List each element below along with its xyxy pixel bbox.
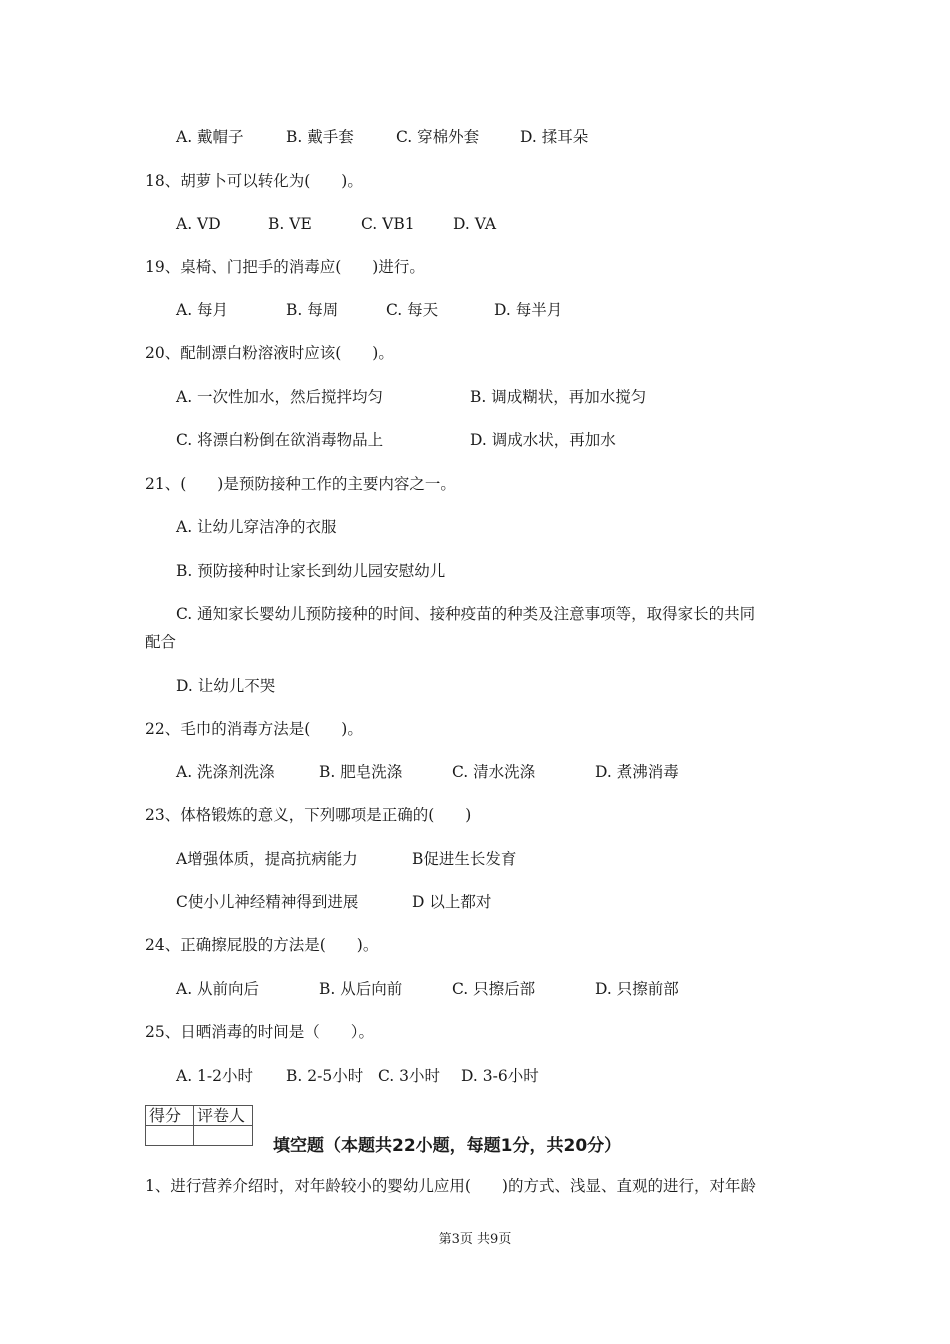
q22-option-a: A. 洗涤剂洗涤	[176, 763, 275, 781]
q22-option-c: C. 清水洗涤	[452, 763, 536, 781]
q23-option-c: C使小儿神经精神得到进展	[176, 893, 359, 911]
q22-option-b: B. 肥皂洗涤	[319, 763, 403, 781]
q25-option-c: C. 3小时	[378, 1067, 441, 1085]
q21-option-d: D. 让幼儿不哭	[176, 677, 276, 695]
q25-option-b: B. 2-5小时	[286, 1067, 364, 1085]
question-18: 18、胡萝卜可以转化为( )。	[145, 172, 363, 190]
q23-option-d: D 以上都对	[412, 893, 492, 911]
section-title: 填空题（本题共22小题，每题1分，共20分）	[273, 1136, 622, 1156]
q21-option-b: B. 预防接种时让家长到幼儿园安慰幼儿	[176, 562, 446, 580]
q23-option-a: A增强体质，提高抗病能力	[176, 850, 358, 868]
question-19: 19、桌椅、门把手的消毒应( )进行。	[145, 258, 425, 276]
question-22: 22、毛巾的消毒方法是( )。	[145, 720, 363, 738]
question-25: 25、日晒消毒的时间是（ ）。	[145, 1023, 374, 1041]
q19-option-d: D. 每半月	[494, 301, 563, 319]
q19-option-c: C. 每天	[386, 301, 439, 319]
question-21: 21、( )是预防接种工作的主要内容之一。	[145, 475, 456, 493]
q23-option-b: B促进生长发育	[412, 850, 517, 868]
score-header: 得分	[146, 1106, 194, 1126]
q22-option-d: D. 煮沸消毒	[595, 763, 679, 781]
q25-option-a: A. 1-2小时	[176, 1067, 254, 1085]
q20-option-a: A. 一次性加水，然后搅拌均匀	[176, 388, 384, 406]
q17-option-b: B. 戴手套	[286, 128, 354, 146]
q17-option-d: D. 揉耳朵	[520, 128, 589, 146]
q24-option-a: A. 从前向后	[176, 980, 260, 998]
q17-option-a: A. 戴帽子	[176, 128, 244, 146]
score-cell	[146, 1126, 194, 1146]
q21-option-c-cont: 配合	[145, 633, 177, 651]
q17-option-c: C. 穿棉外套	[396, 128, 480, 146]
q18-option-a: A. VD	[176, 215, 221, 233]
question-24: 24、正确擦屁股的方法是( )。	[145, 936, 379, 954]
q20-option-b: B. 调成糊状，再加水搅匀	[470, 388, 647, 406]
q25-option-d: D. 3-6小时	[461, 1067, 539, 1085]
q24-option-c: C. 只擦后部	[452, 980, 536, 998]
page-footer: 第3页 共9页	[438, 1232, 512, 1247]
q18-option-c: C. VB1	[361, 215, 415, 233]
q24-option-b: B. 从后向前	[319, 980, 403, 998]
question-20: 20、配制漂白粉溶液时应该( )。	[145, 344, 394, 362]
q19-option-b: B. 每周	[286, 301, 339, 319]
score-table	[145, 1105, 253, 1146]
question-23: 23、体格锻炼的意义，下列哪项是正确的( )	[145, 806, 472, 824]
grader-header: 评卷人	[194, 1106, 253, 1126]
q20-option-c: C. 将漂白粉倒在欲消毒物品上	[176, 431, 384, 449]
q24-option-d: D. 只擦前部	[595, 980, 679, 998]
q21-option-c: C. 通知家长婴幼儿预防接种的时间、接种疫苗的种类及注意事项等，取得家长的共同	[176, 605, 756, 623]
grader-cell	[194, 1126, 253, 1146]
q18-option-d: D. VA	[453, 215, 497, 233]
q19-option-a: A. 每月	[176, 301, 229, 319]
q18-option-b: B. VE	[268, 215, 312, 233]
fill-question-1: 1、进行营养介绍时，对年龄较小的婴幼儿应用( )的方式、浅显、直观的进行，对年龄	[145, 1177, 756, 1195]
q20-option-d: D. 调成水状，再加水	[470, 431, 616, 449]
q21-option-a: A. 让幼儿穿洁净的衣服	[176, 518, 337, 536]
